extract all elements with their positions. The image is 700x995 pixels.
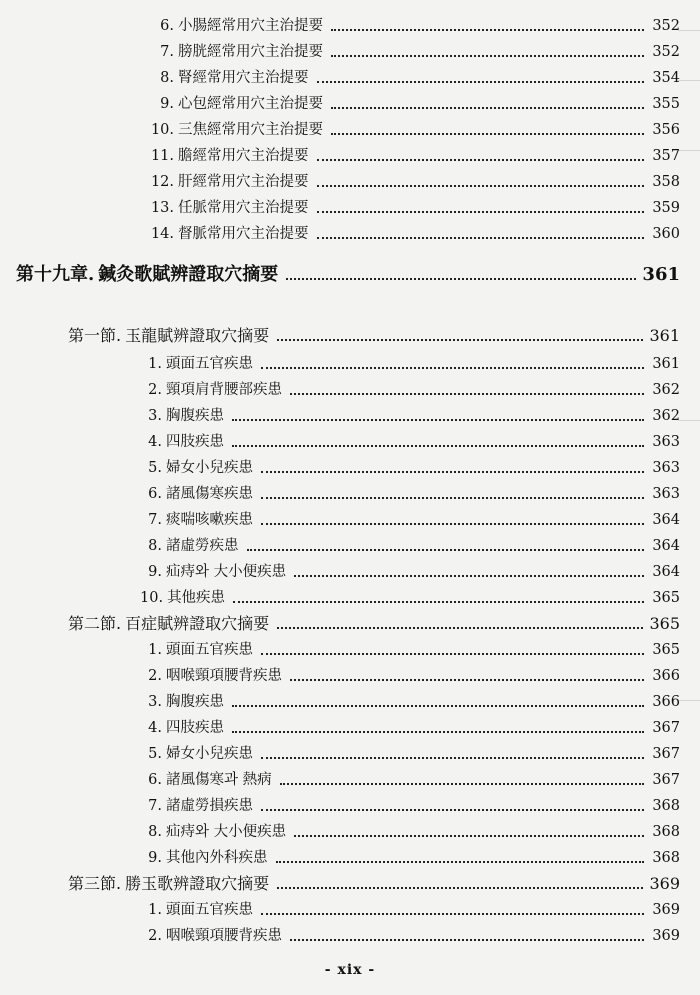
toc-entry-title: 小腸經常用穴主治提要 [178, 18, 323, 34]
toc-entry-sub[interactable] [140, 563, 680, 581]
toc-entry-section[interactable] [68, 327, 680, 345]
toc-entry-title: 膀胱經常用穴主治提要 [178, 44, 323, 60]
toc-entry-number: 1. [148, 356, 162, 372]
toc-entry-sub[interactable] [140, 771, 680, 789]
dot-leader [232, 419, 644, 421]
toc-entry-page-number: 369 [652, 928, 680, 944]
dot-leader [280, 783, 644, 785]
toc-entry-chapter[interactable] [16, 266, 680, 284]
toc-entry-title: 膽經常用穴主治提要 [178, 148, 309, 164]
toc-entry-page-number: 363 [652, 434, 680, 450]
toc-entry-section[interactable] [68, 875, 680, 893]
dot-leader [331, 29, 644, 31]
toc-entry-title: 諸虛勞損疾患 [166, 798, 253, 814]
toc-entry-sub[interactable] [140, 745, 680, 763]
scan-bleed-mark [678, 80, 700, 93]
toc-entry-page-number: 363 [652, 460, 680, 476]
toc-entry-page-number: 354 [652, 70, 680, 86]
toc-entry-page-number: 362 [652, 408, 680, 424]
toc-entry-sub[interactable] [140, 719, 680, 737]
dot-leader [261, 523, 644, 525]
dot-leader [331, 107, 644, 109]
toc-entry-number: 6. [148, 772, 162, 788]
toc-entry-number: 8. [148, 538, 162, 554]
dot-leader [261, 367, 644, 369]
dot-leader [276, 861, 645, 863]
dot-leader [261, 471, 644, 473]
toc-entry-page-number: 368 [652, 798, 680, 814]
toc-entry-sub[interactable] [140, 641, 680, 659]
toc-entry-title: 咽喉頸項腰背疾患 [166, 928, 282, 944]
toc-entry-title: 胸腹疾患 [166, 408, 224, 424]
dot-leader [294, 835, 644, 837]
toc-entry-title: 胸腹疾患 [166, 694, 224, 710]
toc-entry-page-number: 362 [652, 382, 680, 398]
toc-entry-title: 其他疾患 [167, 590, 226, 606]
toc-entry-number: 2. [148, 382, 162, 398]
toc-entry-sub[interactable] [140, 589, 680, 607]
dot-leader [290, 393, 644, 395]
dot-leader [277, 887, 643, 889]
toc-entry-page-number: 355 [652, 96, 680, 112]
dot-leader [294, 575, 644, 577]
toc-entry-sub[interactable] [140, 381, 680, 399]
dot-leader [232, 731, 644, 733]
toc-entry-page-number: 365 [652, 642, 680, 658]
toc-entry-number: 6. [160, 18, 174, 34]
toc-entry-item[interactable] [148, 121, 680, 139]
dot-leader [277, 339, 643, 341]
toc-entry-title: 三焦經常用穴主治提要 [178, 122, 323, 138]
toc-entry-number: 14. [150, 226, 174, 242]
toc-entry-title: 諸風傷寒과 熱病 [166, 772, 272, 788]
toc-entry-number: 5. [148, 746, 162, 762]
toc-entry-number: 9. [160, 96, 174, 112]
dot-leader [290, 679, 644, 681]
toc-entry-title: 其他內外科疾患 [166, 850, 268, 866]
scan-bleed-mark [678, 150, 700, 163]
toc-entry-number: 12. [150, 174, 174, 190]
toc-entry-item[interactable] [148, 95, 680, 113]
toc-entry-number: 第二節. [68, 614, 122, 633]
toc-entry-sub[interactable] [140, 849, 680, 867]
toc-entry-number: 第十九章. [16, 264, 95, 285]
dot-leader [317, 159, 645, 161]
toc-entry-item[interactable] [148, 199, 680, 217]
toc-entry-title: 玉龍賦辨證取穴摘要 [125, 326, 270, 345]
toc-entry-page-number: 364 [652, 538, 680, 554]
toc-entry-sub[interactable] [140, 667, 680, 685]
toc-entry-item[interactable] [148, 147, 680, 165]
toc-entry-title: 勝玉歌辨證取穴摘要 [125, 874, 270, 893]
toc-entry-sub[interactable] [140, 797, 680, 815]
toc-entry-title: 婦女小兒疾患 [166, 746, 253, 762]
toc-entry-number: 4. [148, 720, 162, 736]
toc-entry-page-number: 368 [652, 824, 680, 840]
toc-entry-number: 2. [148, 668, 162, 684]
dot-leader [261, 653, 644, 655]
toc-entry-page-number: 367 [652, 746, 680, 762]
dot-leader [331, 55, 644, 57]
toc-entry-title: 頭面五官疾患 [166, 902, 253, 918]
scan-bleed-mark [678, 420, 700, 433]
toc-entry-number: 8. [148, 824, 162, 840]
toc-entry-number: 5. [148, 460, 162, 476]
toc-entry-item[interactable] [148, 225, 680, 243]
dot-leader [277, 627, 643, 629]
toc-entry-title: 婦女小兒疾患 [166, 460, 253, 476]
toc-entry-title: 頭面五官疾患 [166, 642, 253, 658]
toc-entry-title: 心包經常用穴主治提要 [178, 96, 323, 112]
toc-entry-title: 疝痔와 大小便疾患 [166, 824, 287, 840]
toc-entry-title: 頭面五官疾患 [166, 356, 253, 372]
toc-entry-number: 2. [148, 928, 162, 944]
scan-bleed-mark [678, 30, 700, 43]
dot-leader [286, 278, 636, 280]
scan-bleed-mark [678, 700, 700, 713]
toc-entry-page-number: 367 [652, 772, 680, 788]
toc-entry-number: 10. [150, 122, 174, 138]
dot-leader [247, 549, 645, 551]
dot-leader [232, 705, 644, 707]
toc-entry-sub[interactable] [140, 485, 680, 503]
dot-leader [331, 133, 644, 135]
toc-entry-page-number: 363 [652, 486, 680, 502]
toc-entry-title: 疝痔와 大小便疾患 [166, 564, 287, 580]
toc-entry-page-number: 361 [642, 264, 680, 285]
dot-leader [261, 757, 644, 759]
dot-leader [317, 237, 645, 239]
toc-entry-number: 13. [150, 200, 174, 216]
toc-entry-title: 任脈常用穴主治提要 [178, 200, 309, 216]
toc-entry-number: 4. [148, 434, 162, 450]
toc-entry-title: 四肢疾患 [166, 720, 224, 736]
toc-entry-sub[interactable] [140, 823, 680, 841]
toc-entry-title: 鍼灸歌賦辨證取穴摘要 [98, 264, 279, 285]
dot-leader [317, 81, 645, 83]
toc-entry-page-number: 364 [652, 564, 680, 580]
toc-entry-page-number: 360 [652, 226, 680, 242]
toc-entry-title: 諸虛勞疾患 [166, 538, 239, 554]
toc-entry-page-number: 352 [652, 44, 680, 60]
toc-entry-page-number: 367 [652, 720, 680, 736]
toc-entry-number: 3. [148, 694, 162, 710]
dot-leader [233, 601, 644, 603]
toc-entry-title: 督脈常用穴主治提要 [178, 226, 309, 242]
toc-entry-number: 7. [148, 798, 162, 814]
toc-entry-sub[interactable] [140, 511, 680, 529]
toc-entry-page-number: 358 [652, 174, 680, 190]
toc-entry-page-number: 368 [652, 850, 680, 866]
toc-entry-sub[interactable] [140, 355, 680, 373]
toc-entry-number: 第三節. [68, 874, 122, 893]
toc-entry-title: 頸項肩背腰部疾患 [166, 382, 282, 398]
dot-leader [317, 211, 645, 213]
toc-entry-item[interactable] [148, 173, 680, 191]
toc-entry-sub[interactable] [140, 459, 680, 477]
toc-entry-page-number: 357 [652, 148, 680, 164]
toc-entry-number: 1. [148, 902, 162, 918]
toc-entry-page-number: 364 [652, 512, 680, 528]
toc-entry-number: 8. [160, 70, 174, 86]
toc-entry-page-number: 366 [652, 668, 680, 684]
toc-entry-sub[interactable] [140, 901, 680, 919]
toc-entry-number: 9. [148, 850, 162, 866]
toc-entry-page-number: 352 [652, 18, 680, 34]
toc-entry-number: 9. [148, 564, 162, 580]
toc-entry-page-number: 366 [652, 694, 680, 710]
toc-entry-number: 1. [148, 642, 162, 658]
toc-entry-title: 百症賦辨證取穴摘要 [125, 614, 270, 633]
dot-leader [317, 185, 645, 187]
toc-entry-page-number: 356 [652, 122, 680, 138]
toc-entry-section[interactable] [68, 615, 680, 633]
dot-leader [261, 497, 644, 499]
toc-entry-number: 6. [148, 486, 162, 502]
toc-entry-sub[interactable] [140, 407, 680, 425]
toc-entry-title: 四肢疾患 [166, 434, 224, 450]
toc-entry-number: 第一節. [68, 326, 122, 345]
toc-entry-title: 咽喉頸項腰背疾患 [166, 668, 282, 684]
toc-entry-page-number: 365 [649, 614, 680, 633]
toc-entry-number: 10. [140, 590, 164, 606]
toc-entry-number: 3. [148, 408, 162, 424]
dot-leader [261, 809, 644, 811]
toc-entry-sub[interactable] [140, 927, 680, 945]
toc-entry-sub[interactable] [140, 693, 680, 711]
toc-entry-number: 7. [160, 44, 174, 60]
toc-entry-item[interactable] [148, 17, 680, 35]
toc-entry-title: 肝經常用穴主治提要 [178, 174, 309, 190]
toc-entry-page-number: 361 [652, 356, 680, 372]
toc-entry-sub[interactable] [140, 433, 680, 451]
dot-leader [232, 445, 644, 447]
toc-entry-title: 諸風傷寒疾患 [166, 486, 253, 502]
toc-entry-item[interactable] [148, 69, 680, 87]
toc-entry-sub[interactable] [140, 537, 680, 555]
toc-entry-item[interactable] [148, 43, 680, 61]
toc-entry-page-number: 365 [652, 590, 680, 606]
toc-entry-page-number: 359 [652, 200, 680, 216]
toc-entry-page-number: 361 [649, 326, 680, 345]
dot-leader [290, 939, 644, 941]
toc-entry-page-number: 369 [649, 874, 680, 893]
toc-entry-title: 腎經常用穴主治提要 [178, 70, 309, 86]
toc-entry-page-number: 369 [652, 902, 680, 918]
toc-entry-number: 7. [148, 512, 162, 528]
dot-leader [261, 913, 644, 915]
toc-entry-title: 痰喘咳嗽疾患 [166, 512, 253, 528]
toc-entry-number: 11. [150, 148, 174, 164]
page-number-footer: - xix - [324, 962, 376, 978]
